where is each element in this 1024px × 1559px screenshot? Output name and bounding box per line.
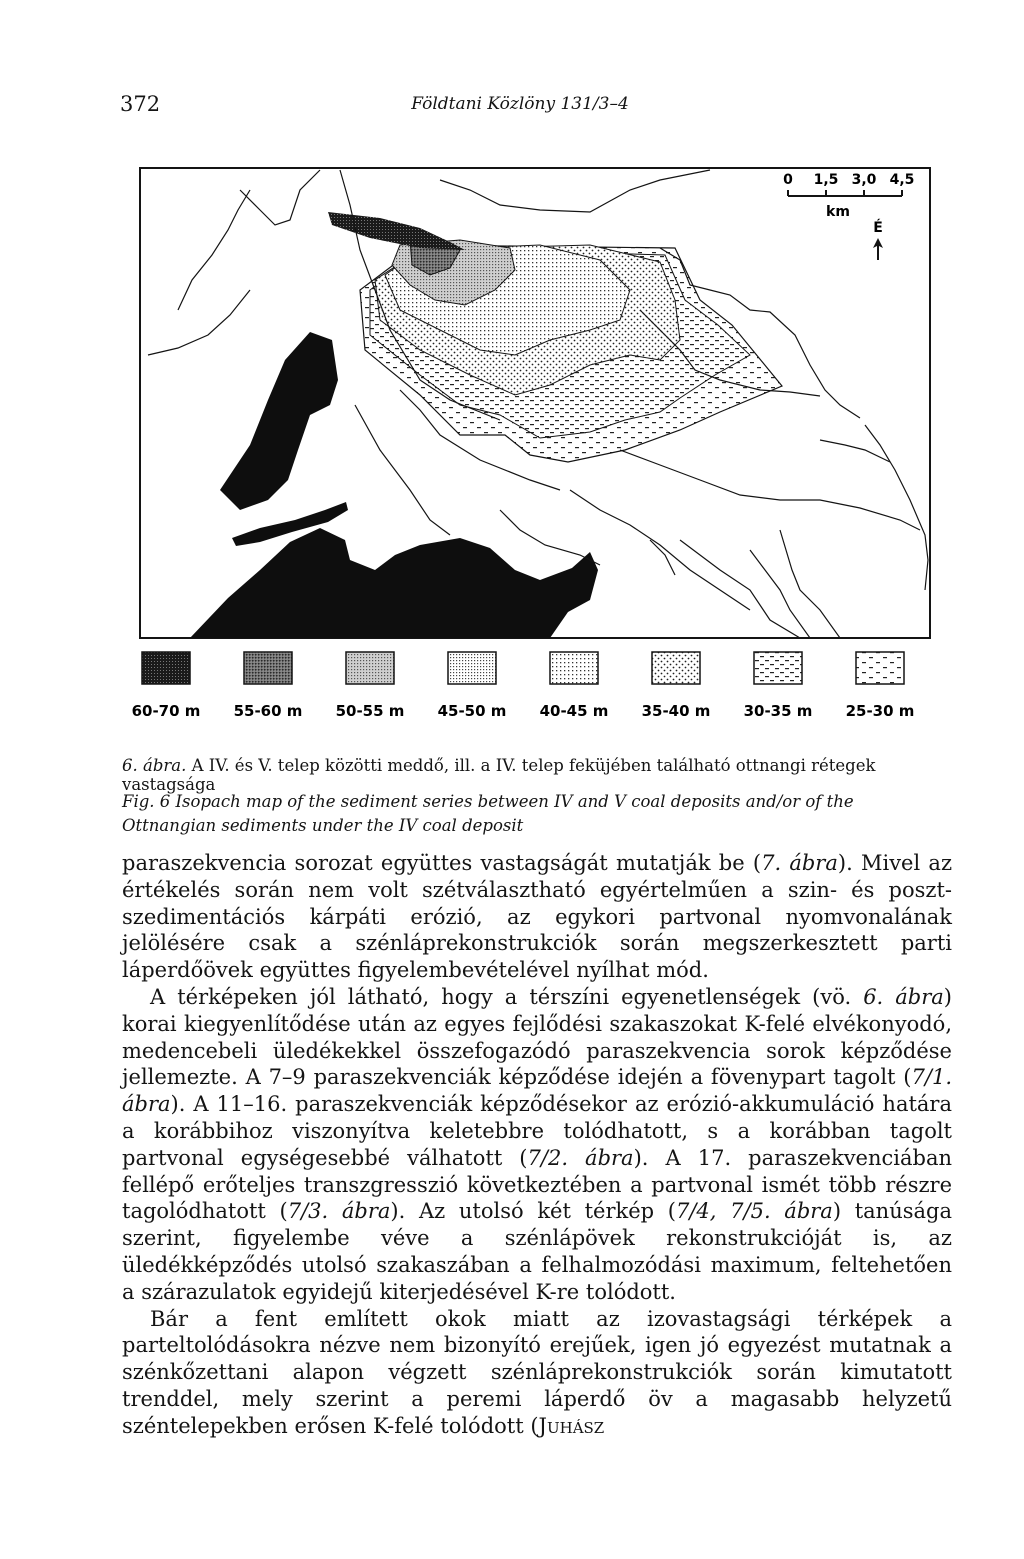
page-header — [120, 92, 920, 122]
legend-swatch-5 — [652, 652, 700, 684]
legend-label-3: 45-50 m — [437, 702, 507, 720]
scale-tick-3: 4,5 — [889, 172, 915, 188]
legend-label-6: 30-35 m — [743, 702, 813, 720]
legend-label-0: 60-70 m — [131, 702, 201, 720]
caption-hungarian — [122, 756, 922, 794]
caption-hu-text: A IV. és V. telep közötti meddő, ill. a IV. telep feküjében található ottnangi rétegek vastagsága — [122, 756, 876, 794]
legend — [132, 652, 915, 720]
journal-title: Földtani Közlöny 131/3–4 — [411, 94, 629, 114]
legend-label-5: 35-40 m — [641, 702, 711, 720]
isopach-figure — [120, 150, 940, 730]
scale-tick-1: 1,5 — [813, 172, 839, 188]
scale-unit: km — [826, 204, 850, 220]
legend-swatch-4 — [550, 652, 598, 684]
legend-label-7: 25-30 m — [845, 702, 915, 720]
legend-swatch-2 — [346, 652, 394, 684]
scale-tick-2: 3,0 — [851, 172, 877, 188]
legend-label-1: 55-60 m — [233, 702, 303, 720]
page-number: 372 — [120, 92, 161, 116]
body-text — [122, 850, 952, 1440]
legend-swatch-3 — [448, 652, 496, 684]
legend-swatch-7 — [856, 652, 904, 684]
legend-label-4: 40-45 m — [539, 702, 609, 720]
scale-tick-0: 0 — [783, 172, 793, 188]
legend-swatch-6 — [754, 652, 802, 684]
paragraph-1: paraszekvencia sorozat együttes vastagságát mutatják be (7. ábra). Mivel az értékelés során nem volt szétválasztható egyértelműen a szin- és poszt-szedimentációs kárpáti erózió, az egykori partvonal nyomvonalának jelölésére csak a szénláprekonstrukciók során megszerkesztett parti láperdőövek együttes figyelembevételével nyílhat mód. — [122, 851, 953, 983]
caption-english — [122, 790, 952, 838]
north-label: É — [873, 220, 883, 236]
paragraph-3: Bár a fent említett okok miatt az izovastagsági térképek a parteltolódásokra nézve nem bizonyító erejűek, igen jó egyezést mutatnak a szénkőzettani alapon végzett szénláprekonstrukciók során kimutatott trenddel, mely szerint a peremi láperdő öv a magasabb helyzetű széntelepekben erősen K-felé tolódott (Juhász — [122, 1306, 952, 1438]
paragraph-2: A térképeken jól látható, hogy a térszíni egyenetlenségek (vö. 6. ábra) korai kiegyenlítődése után az egyes fejlődési szakaszokat K-felé elvékonyodó, medencebeli üledékekkel összefogazódó paraszekvencia sorok képződése jellemezte. A 7–9 paraszekvenciák képződése idején a fövenypart tagolt (7/1. ábra). A 11–16. paraszekvenciák képződésekor az erózió-akkumuláció határa a korábbihoz viszonyítva keletebbre tolódhatott, s a korábban tagolt partvonal egységesebbé válhatott (7/2. ábra). A 17. paraszekvenciában fellépő erőteljes transzgresszió következtében a partvonal ismét több részre tagolódhatott (7/3. ábra). Az utolsó két térkép (7/4, 7/5. ábra) tanúsága szerint, figyelembe véve a szénlápövek rekonstrukcióját is, az üledékképződés utolsó szakaszában a felhalmozódási maximum, feltehetően a szárazulatok egyidejű kiterjedésével K-re tolódott. — [122, 984, 952, 1304]
caption-en-label: Fig. 6 — [122, 792, 171, 811]
caption-hu-label: 6. ábra. — [122, 756, 187, 775]
legend-label-2: 50-55 m — [335, 702, 405, 720]
legend-swatch-0 — [142, 652, 190, 684]
legend-swatch-1 — [244, 652, 292, 684]
caption-en-text: Isopach map of the sediment series between IV and V coal deposits and/or of the Ottnangian sediments under the IV coal deposit — [122, 792, 854, 835]
